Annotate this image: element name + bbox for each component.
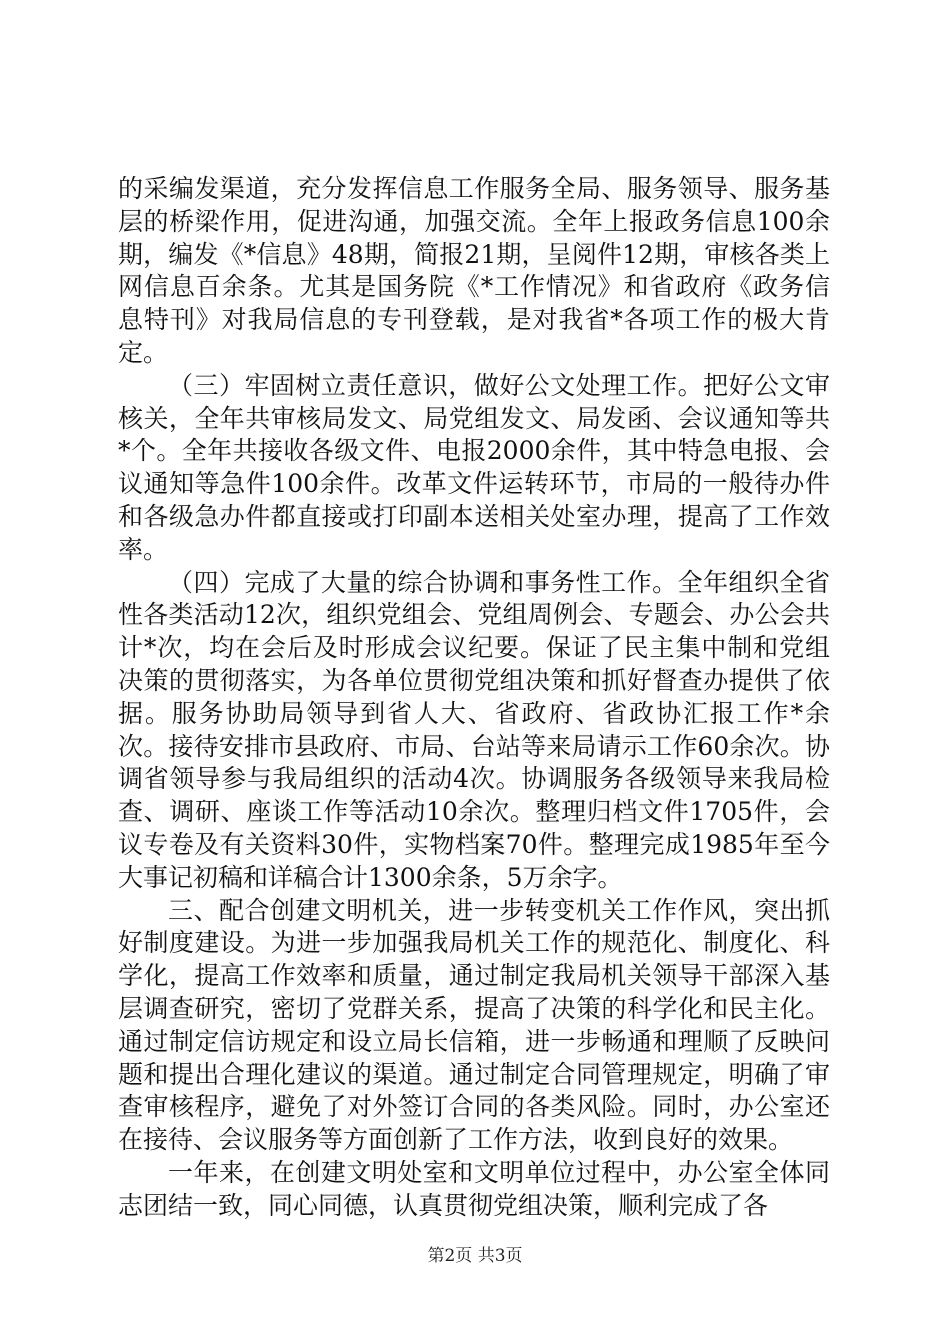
paragraph-continuation: 的采编发渠道，充分发挥信息工作服务全局、服务领导、服务基层的桥梁作用，促进沟通，加强交流。全年上报政务信息100余期，编发《*信息》48期，简报21期，呈阅件12期，审核各类上网信息百余条。尤其是国务院《*工作情况》和省政府《政务信息特刊》对我局信息的专刊登载，是对我省*各项工作的极大肯定。: [118, 174, 830, 367]
document-body: [118, 173, 830, 1223]
paragraph-year-summary: 一年来，在创建文明处室和文明单位过程中，办公室全体同志团结一致，同心同德，认真贯彻党组决策，顺利完成了各: [118, 1157, 830, 1220]
paragraph-official-documents: （三）牢固树立责任意识，做好公文处理工作。把好公文审核关，全年共审核局发文、局党组发文、局发函、会议通知等共*个。全年共接收各级文件、电报2000余件，其中特急电报、会议通知等急件100余件。改革文件运转环节，市局的一般待办件和各级急办件都直接或打印副本送相关处室办理，提高了工作效率。: [118, 370, 830, 564]
paragraph-coordination-work: （四）完成了大量的综合协调和事务性工作。全年组织全省性各类活动12次，组织党组会、党组周例会、专题会、办公会共计*次，均在会后及时形成会议纪要。保证了民主集中制和党组决策的贯彻落实，为各单位贯彻党组决策和抓好督查办提供了依据。服务协助局领导到省人大、省政府、省政协汇报工作*余次。接待安排市县政府、市局、台站等来局请示工作60余次。协调省领导参与我局组织的活动4次。协调服务各级领导来我局检查、调研、座谈工作等活动10余次。整理归档文件1705件，会议专卷及有关资料30件，实物档案70件。整理完成1985年至今大事记初稿和详稿合计1300余条，5万余字。: [118, 567, 830, 892]
page-footer: 第2页 共3页: [427, 1246, 523, 1266]
paragraph-civilized-office: 三、配合创建文明机关，进一步转变机关工作作风，突出抓好制度建设。为进一步加强我局机关工作的规范化、制度化、科学化，提高工作效率和质量，通过制定我局机关领导干部深入基层调查研究，密切了党群关系，提高了决策的科学化和民主化。通过制定信访规定和设立局长信箱，进一步畅通和理顺了反映问题和提出合理化建议的渠道。通过制定合同管理规定，明确了审查审核程序，避免了对外签订合同的各类风险。同时，办公室还在接待、会议服务等方面创新了工作方法，收到良好的效果。: [118, 895, 830, 1155]
